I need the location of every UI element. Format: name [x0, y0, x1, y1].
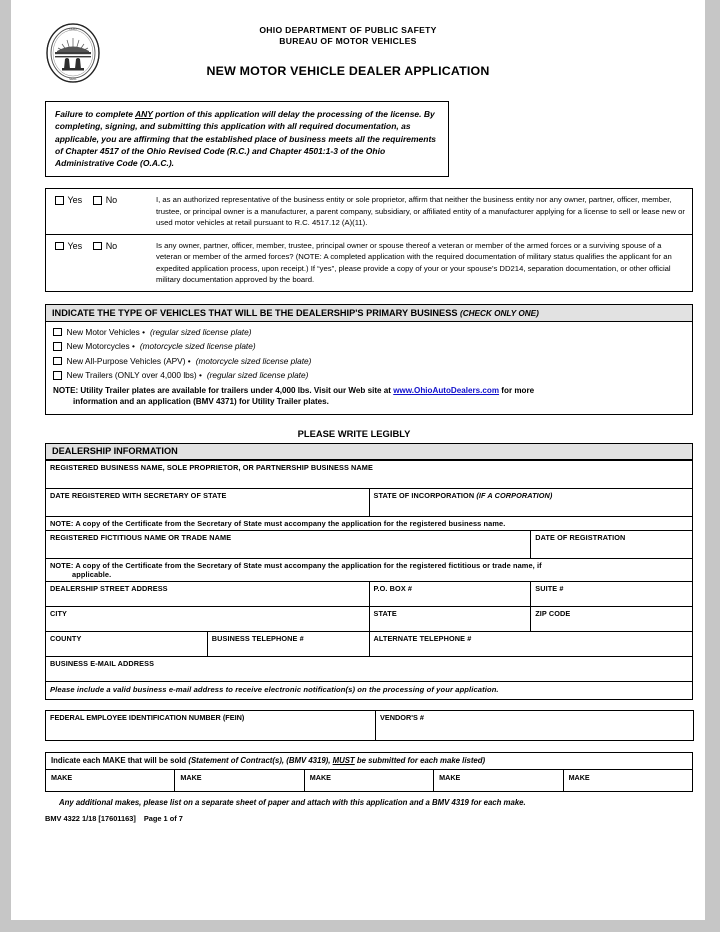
checkbox-icon[interactable] [53, 328, 62, 337]
notice-part1: Failure to complete [55, 109, 135, 119]
write-legibly-banner: PLEASE WRITE LEGIBLY [297, 427, 411, 439]
checkbox-icon[interactable] [55, 242, 64, 251]
vehicle-option-new-apv[interactable] [53, 356, 686, 366]
state-incorp-main: STATE OF INCORPORATION [373, 491, 477, 501]
dealership-section-header: DEALERSHIP INFORMATION [45, 443, 693, 461]
svg-text:SEAL: SEAL [69, 77, 77, 81]
field-po-box[interactable]: P.O. BOX # [369, 582, 531, 607]
dealership-information-section [45, 443, 693, 701]
document-footer [45, 814, 679, 823]
document-header [37, 18, 679, 96]
question-manufacturer-affiliation [45, 188, 693, 235]
makes-instruction [46, 753, 693, 770]
utility-trailer-note-line2: information and an application (BMV 4371) for Utility Trailer plates. [73, 397, 329, 407]
vehicle-type-header [45, 304, 693, 322]
agency-line-2: BUREAU OF MOTOR VEHICLES [279, 36, 417, 47]
table-row [46, 711, 694, 741]
vehicle-option-3-label: New Trailers (ONLY over 4,000 lbs) • [66, 370, 202, 381]
affirmation-questions [45, 188, 693, 291]
question-1-yes-option[interactable] [55, 195, 82, 205]
table-row [46, 559, 693, 582]
makes-table [45, 752, 693, 792]
field-make-1[interactable]: MAKE [46, 770, 175, 792]
question-2-yes-option[interactable] [55, 241, 82, 251]
checkbox-icon[interactable] [53, 357, 62, 366]
field-state-of-incorporation[interactable] [369, 489, 693, 517]
form-id: BMV 4322 1/18 [17601163] [45, 814, 136, 824]
vehicle-type-options [45, 322, 693, 415]
question-veteran-status [45, 235, 693, 292]
field-dealership-street-address[interactable]: DEALERSHIP STREET ADDRESS [46, 582, 370, 607]
dealership-form-table [45, 460, 693, 700]
question-1-no-option[interactable] [93, 195, 117, 205]
question-2-no-label: No [105, 241, 118, 252]
notice-emphasis: ANY [134, 109, 153, 119]
table-row [46, 582, 693, 607]
field-fictitious-trade-name[interactable]: REGISTERED FICTITIOUS NAME OR TRADE NAME [46, 531, 531, 559]
field-city[interactable]: CITY [46, 607, 370, 632]
additional-makes-note: Any additional makes, please list on a separate sheet of paper and attach with this application and a BMV 4319 for each make. [59, 798, 526, 808]
vehicle-option-new-motor-vehicles[interactable] [53, 327, 686, 337]
vehicle-type-section [45, 304, 693, 415]
vehicle-option-new-trailers[interactable] [53, 370, 686, 380]
field-make-5[interactable]: MAKE [563, 770, 692, 792]
field-alternate-telephone[interactable]: ALTERNATE TELEPHONE # [369, 632, 693, 657]
checkbox-icon[interactable] [93, 242, 102, 251]
field-business-email[interactable]: BUSINESS E-MAIL ADDRESS [46, 657, 693, 682]
email-note: Please include a valid business e-mail address to receive electronic notification(s) on the processing of your application. [46, 682, 693, 700]
field-state[interactable]: STATE [369, 607, 531, 632]
question-1-options [52, 194, 156, 205]
note-certificate-fictitious-name [46, 559, 693, 582]
field-suite[interactable]: SUITE # [531, 582, 693, 607]
vehicle-option-2-paren: (motorcycle sized license plate) [195, 355, 312, 366]
field-zip-code[interactable]: ZIP CODE [531, 607, 693, 632]
ohio-auto-dealers-link[interactable]: www.OhioAutoDealers.com [393, 385, 500, 395]
state-seal-icon [45, 22, 101, 84]
note-certificate-business-name: NOTE: A copy of the Certificate from the Secretary of State must accompany the application for the registered business name. [46, 517, 693, 531]
checkbox-icon[interactable] [55, 196, 64, 205]
question-2-options [52, 240, 156, 251]
table-row [46, 682, 693, 700]
table-row [46, 632, 693, 657]
question-2-yes-label: Yes [67, 241, 83, 252]
utility-trailer-note-pre: NOTE: Utility Trailer plates are available for trailers under 4,000 lbs. Visit our Web site at [53, 385, 394, 395]
makes-header-post: be submitted for each make listed) [354, 756, 486, 766]
fein-section [45, 710, 679, 741]
vehicle-option-new-motorcycles[interactable] [53, 341, 686, 351]
svg-text:OHIO: OHIO [69, 27, 77, 31]
makes-header-must: MUST [332, 756, 355, 766]
state-incorp-italic: (IF A CORPORATION) [476, 491, 553, 501]
vehicle-option-3-paren: (regular sized license plate) [206, 370, 309, 381]
agency-line-1: OHIO DEPARTMENT OF PUBLIC SAFETY [259, 25, 437, 35]
field-make-2[interactable]: MAKE [175, 770, 304, 792]
question-1-text: I, as an authorized representative of the business entity or sole proprietor, affirm that neither the business entity nor any owner, partner, officer, member, trustee, or principal owner is a manufacturer, a parent company, subsidiary, or affiliated entity of a manufacturer applying for a license to sell or lease new or used motor vehicles at retail pursuant to R.C. 4517.12 (A)(11). [156, 195, 685, 227]
field-fein[interactable]: FEDERAL EMPLOYEE IDENTIFICATION NUMBER (FEIN) [46, 711, 376, 741]
utility-trailer-note-post: for more [499, 385, 535, 395]
note2-line1: NOTE: A copy of the Certificate from the Secretary of State must accompany the application for the registered fictitious or trade name, if [50, 561, 542, 571]
note2-line2: applicable. [72, 570, 112, 580]
table-row [46, 770, 693, 792]
vehicle-option-2-label: New All-Purpose Vehicles (APV) • [66, 355, 191, 366]
checkbox-icon[interactable] [93, 196, 102, 205]
checkbox-icon[interactable] [53, 371, 62, 380]
question-1-no-label: No [105, 195, 118, 206]
table-row [46, 517, 693, 531]
table-row [46, 461, 693, 489]
question-2-text: Is any owner, partner, officer, member, trustee, principal owner or spouse thereof a veteran or member of the armed forces or a surviving spouse of a veteran or member of the armed forces? (NOTE: A completed application with the required documentation of military status qualifies the applicant for an expedited application process, upon receipt.) If “yes”, please provide a copy of your or your spouse’s DD214, separation documentation, or other official military documentation approved by the board. [156, 241, 672, 284]
page-number: Page 1 of 7 [143, 814, 183, 824]
table-row [46, 753, 693, 770]
question-2-no-option[interactable] [93, 241, 117, 251]
makes-header-italic: (Statement of Contract(s), (BMV 4319), [188, 756, 333, 766]
fein-table [45, 710, 694, 741]
field-make-3[interactable]: MAKE [304, 770, 433, 792]
vehicle-type-header-main: INDICATE THE TYPE OF VEHICLES THAT WILL BE THE DEALERSHIP'S PRIMARY BUSINESS [52, 307, 460, 318]
question-1-yes-label: Yes [67, 195, 83, 206]
failure-notice-box [45, 101, 449, 177]
vehicle-option-0-label: New Motor Vehicles • [66, 326, 146, 337]
page-title: NEW MOTOR VEHICLE DEALER APPLICATION [206, 63, 490, 78]
field-date-of-registration[interactable]: DATE OF REGISTRATION [531, 531, 693, 559]
table-row [46, 657, 693, 682]
field-make-4[interactable]: MAKE [434, 770, 563, 792]
makes-header-pre: Indicate each MAKE that will be sold [51, 756, 189, 766]
field-county[interactable]: COUNTY [46, 632, 208, 657]
field-registered-business-name[interactable]: REGISTERED BUSINESS NAME, SOLE PROPRIETOR, OR PARTNERSHIP BUSINESS NAME [46, 461, 693, 489]
makes-section [45, 752, 679, 807]
field-date-registered-sos[interactable]: DATE REGISTERED WITH SECRETARY OF STATE [46, 489, 370, 517]
vehicle-option-1-label: New Motorcycles • [66, 341, 135, 352]
table-row [46, 531, 693, 559]
form-page [11, 0, 705, 920]
checkbox-icon[interactable] [53, 342, 62, 351]
table-row [46, 489, 693, 517]
vehicle-type-header-sub: (CHECK ONLY ONE) [460, 308, 539, 318]
vehicle-option-0-paren: (regular sized license plate) [150, 326, 252, 337]
utility-trailer-note [53, 385, 686, 408]
table-row [46, 607, 693, 632]
notice-part2: portion of this application will delay the processing of the license. By completing, signing, and submitting this application with all required documentation, as applicable, you are affirming that the established place of business meets all the requirements of Chapter 4517 of the Ohio Revised Code (R.C.) and Chapter 4501:1-3 of the Ohio Administrative Code (O.A.C.). [55, 109, 437, 169]
field-business-telephone[interactable]: BUSINESS TELEPHONE # [207, 632, 369, 657]
field-vendor-number[interactable]: VENDOR'S # [376, 711, 694, 741]
vehicle-option-1-paren: (motorcycle sized license plate) [139, 341, 256, 352]
